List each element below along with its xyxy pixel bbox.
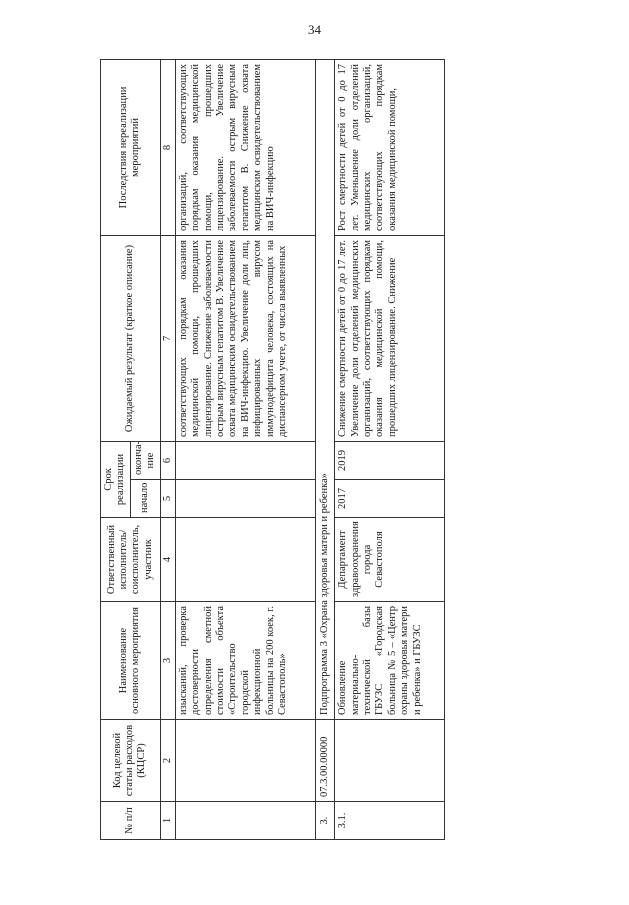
header-row — [101, 59, 131, 839]
col-number: 6 — [160, 441, 175, 479]
measure-name: Обновление материально-технической базы ГБУЗС «Городская больница № 5 – «Центр охраны здоровья матери и ребенка» и ГБУЗС — [335, 602, 445, 720]
header-consequences: Последствия нереализации мероприятий — [101, 59, 161, 235]
col-number: 3 — [160, 602, 175, 720]
end-year: 2019 — [335, 441, 445, 479]
row-number: 3.1. — [335, 802, 445, 840]
header-start: начало — [130, 480, 160, 518]
start-year: 2017 — [335, 480, 445, 518]
col-number: 2 — [160, 720, 175, 802]
col-number: 4 — [160, 518, 175, 602]
table-row — [335, 59, 445, 839]
col-number: 7 — [160, 235, 175, 441]
header-end: оконча-ние — [130, 441, 160, 479]
header-responsible: Ответственный исполнитель/ соисполнитель, участник — [101, 518, 161, 602]
header-term: Срок реализации — [101, 441, 131, 517]
subprogram-title: Подпрограмма 3 «Охрана здоровья матери и ребенка» — [315, 59, 334, 719]
subprogram-code: 07.3.00.00000 — [315, 720, 334, 802]
table-row-continued — [175, 59, 315, 839]
column-numbers-row — [160, 59, 175, 839]
page-number: 34 — [308, 22, 321, 37]
header-num: № п/п — [101, 802, 161, 840]
header-name: Наименование основного мероприятия — [101, 602, 161, 720]
subprogram-row — [315, 59, 334, 839]
responsible: Департамент здравоохранения города Севастополя — [335, 518, 445, 602]
expected-result: соответствующих порядкам оказания медицинской помощи, прошедших лицензирование. Снижение заболеваемости острым вирусным гепатитом В. Увеличение охвата медицинским освидетельствованием на ВИЧ-инфекцию. Увеличение доли лиц, инфицированных вирусом иммунодефицита человека, состоящих на диспансерном учете, от числа выявленных — [175, 235, 315, 441]
col-number: 8 — [160, 59, 175, 235]
header-code: Код целевой статьи расходов (КЦСР) — [101, 720, 161, 802]
col-number: 1 — [160, 802, 175, 840]
measure-name: изысканий, проверка достоверности определения сметной стоимости объекта «Строительство городской инфекционной больницы на 200 коек, г. Севастополь» — [175, 602, 315, 720]
header-result: Ожидаемый результат (краткое описание) — [101, 235, 161, 441]
rotated-table-sheet — [100, 60, 618, 840]
expected-result: Снижение смертности детей от 0 до 17 лет. Увеличение доли отделений медицинских организаций, соответствующих порядкам оказания медицинской помощи, прошедших лицензирование. Снижение — [335, 235, 445, 441]
consequences: Рост смертности детей от 0 до 17 лет. Уменьшение доли отделений медицинских организаций, соответствующих порядкам оказания медицинской помощи, — [335, 59, 445, 235]
subprogram-number: 3. — [315, 802, 334, 840]
col-number: 5 — [160, 480, 175, 518]
consequences: организаций, соответствующих порядкам оказания медицинской помощи, прошедших лицензирование. Увеличение заболеваемости острым вирусным гепатитом В. Снижение охвата медицинским освидетельствованием на ВИЧ-инфекцию — [175, 59, 315, 235]
measures-table — [100, 59, 445, 840]
